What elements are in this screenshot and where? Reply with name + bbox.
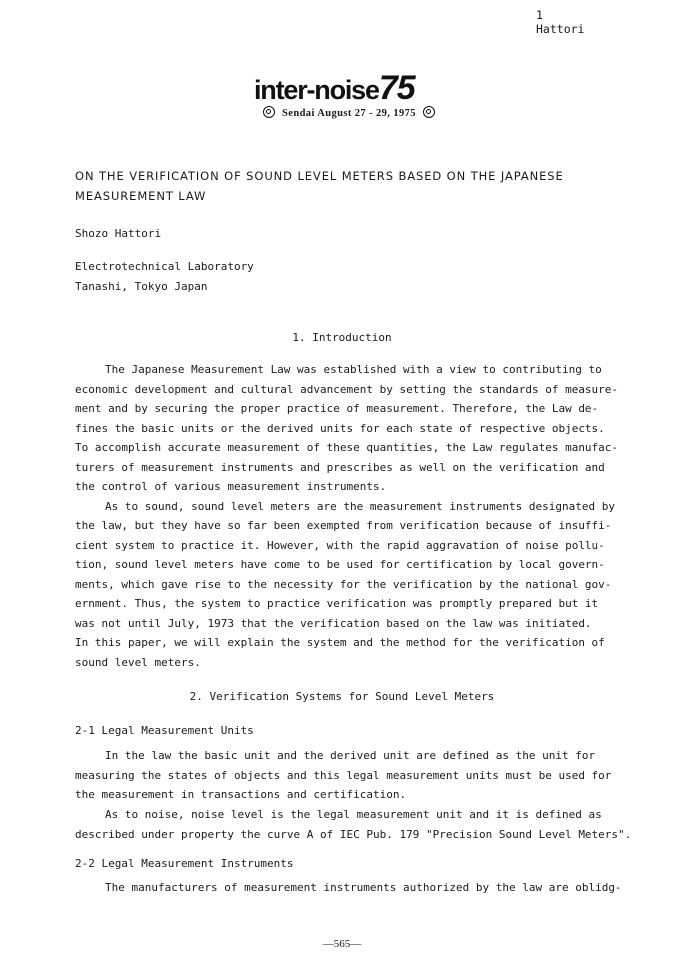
- text-line: To accomplish accurate measurement of these quantities, the Law regulates manufac-: [75, 441, 619, 454]
- subsection-2-2-paragraph-1: [75, 878, 622, 898]
- subsection-2-1-paragraph-1: [75, 746, 612, 805]
- conference-line: [254, 106, 444, 119]
- subsection-2-1-heading: 2-1 Legal Measurement Units: [75, 724, 254, 737]
- page-number: —565—: [322, 938, 362, 950]
- text-line: described under property the curve A of IEC Pub. 179 "Precision Sound Level Meters".: [75, 827, 632, 841]
- text-line: was not until July, 1973 that the verification based on the law was initiated.: [75, 616, 592, 630]
- text-line: turers of measurement instruments and prescribes as well on the verification and: [75, 460, 605, 474]
- header-page-number: 1: [536, 8, 543, 22]
- text-line: sound level meters.: [75, 655, 201, 669]
- text-line: ernment. Thus, the system to practice verification was promptly prepared but it: [75, 597, 599, 610]
- logo-year: 75: [378, 69, 415, 107]
- conference-dates: Sendai August 27 - 29, 1975: [282, 108, 416, 119]
- text-line: The Japanese Measurement Law was established with a view to contributing to: [105, 363, 602, 376]
- emblem-icon: [423, 106, 435, 118]
- section-1-paragraph-2: [75, 497, 615, 673]
- header-author: Hattori: [536, 22, 585, 36]
- text-line: ments, which gave rise to the necessity for the verification by the national gov-: [75, 577, 612, 591]
- text-line: cient system to practice it. However, with the rapid aggravation of noise pollu-: [75, 538, 605, 552]
- text-line: As to noise, noise level is the legal measurement unit and it is defined as: [105, 808, 602, 821]
- conference-logo: [254, 70, 444, 106]
- author-name: Shozo Hattori: [75, 227, 162, 240]
- logo-text: inter-noise75: [254, 69, 415, 107]
- affiliation-line-2: Tanashi, Tokyo Japan: [75, 280, 208, 293]
- subsection-2-2-heading: 2-2 Legal Measurement Instruments: [75, 857, 294, 870]
- subsection-2-1-paragraph-2: [75, 805, 632, 844]
- text-line: economic development and cultural advancement by setting the standards of measure-: [75, 382, 619, 396]
- text-line: ment and by securing the proper practice of measurement. Therefore, the Law de-: [75, 402, 599, 415]
- text-line: As to sound, sound level meters are the measurement instruments designated by: [105, 499, 615, 513]
- text-line: In this paper, we will explain the system and the method for the verification of: [75, 636, 605, 649]
- text-line: In the law the basic unit and the derived unit are defined as the unit for: [105, 749, 596, 762]
- text-line: measuring the states of objects and this legal measurement units must be used for: [75, 768, 612, 782]
- text-line: The manufacturers of measurement instruments authorized by the law are oblidg-: [105, 881, 622, 894]
- text-line: the control of various measurement instruments.: [75, 480, 387, 493]
- section-2-heading: 2. Verification Systems for Sound Level Meters: [189, 690, 495, 703]
- emblem-icon: [263, 106, 275, 118]
- text-line: tion, sound level meters have come to be used for certification by local govern-: [75, 558, 605, 571]
- affiliation-line-1: Electrotechnical Laboratory: [75, 260, 254, 273]
- section-1-heading: 1. Introduction: [292, 331, 392, 344]
- text-line: the law, but they have so far been exempted from verification because of insuffi-: [75, 519, 612, 532]
- paper-title: ON THE VERIFICATION OF SOUND LEVEL METERS BASED ON THE JAPANESE MEASUREMENT LAW: [75, 169, 564, 203]
- section-1-paragraph-1: [75, 360, 619, 497]
- text-line: the measurement in transactions and certification.: [75, 788, 407, 801]
- text-line: fines the basic units or the derived units for each state of respective objects.: [75, 421, 605, 435]
